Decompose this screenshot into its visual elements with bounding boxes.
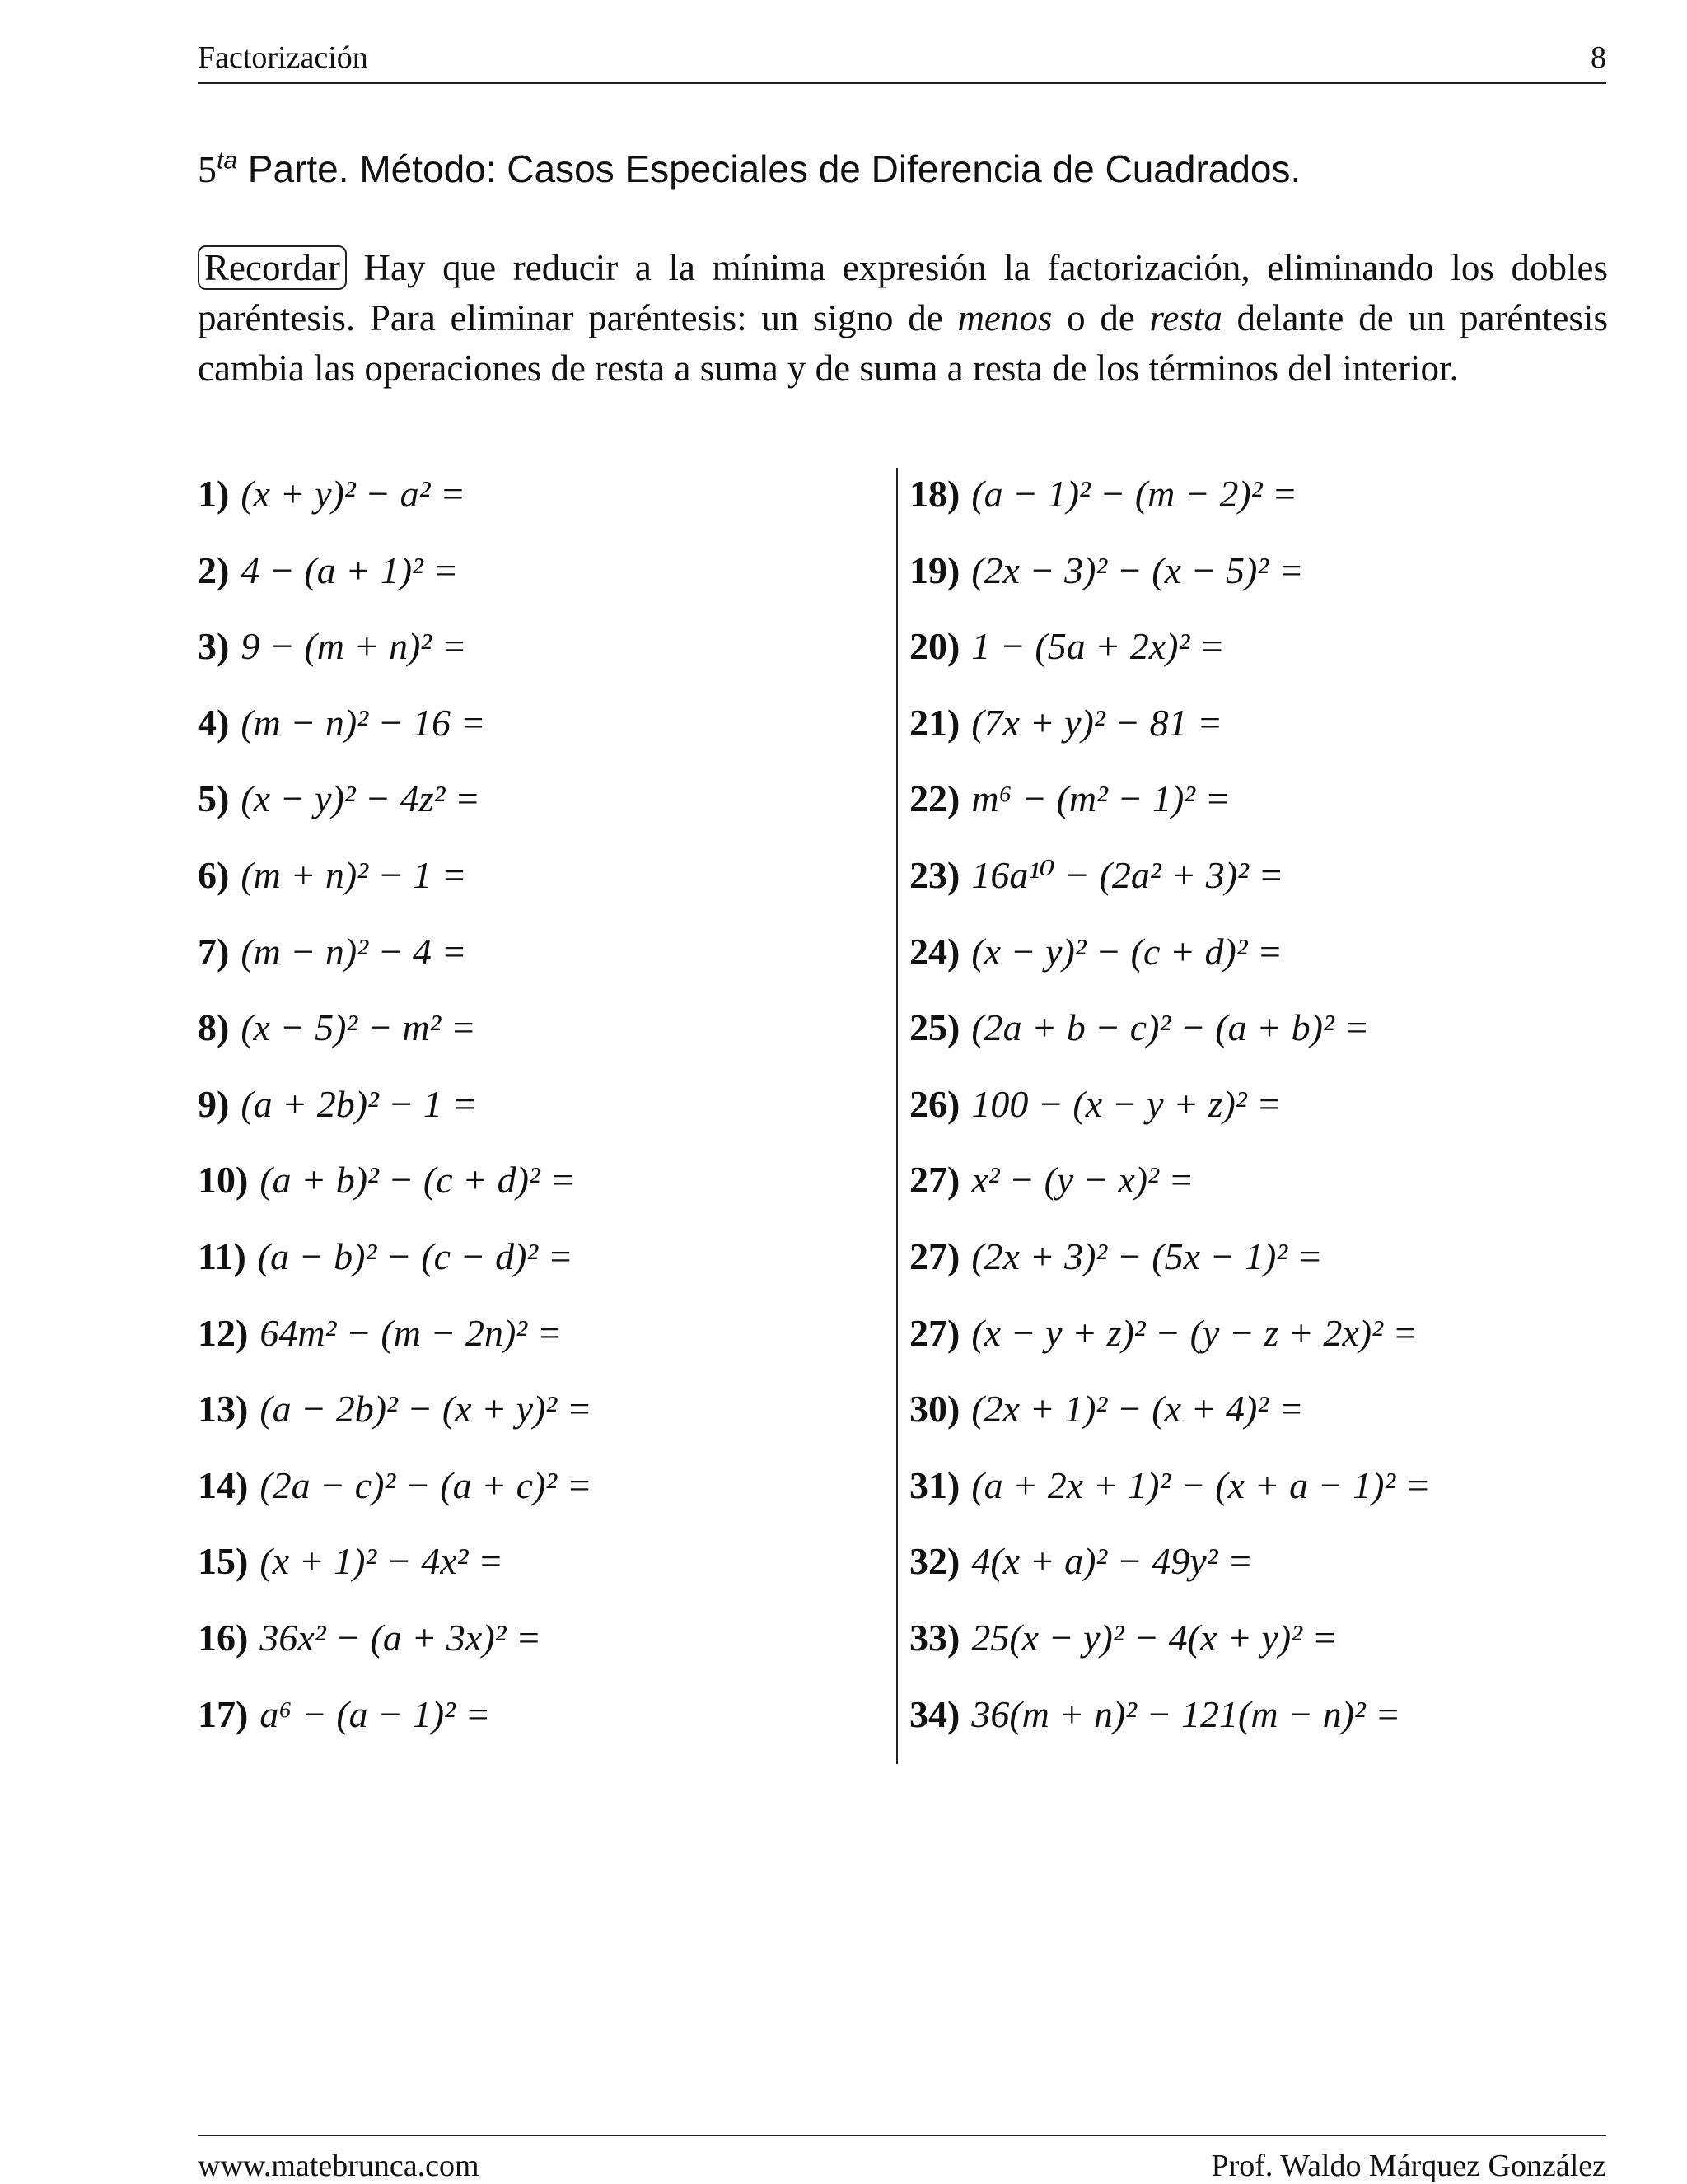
exercise-item (198, 620, 873, 697)
exercise-number: 3) (198, 625, 230, 668)
footer-author: Prof. Waldo Márquez González (1211, 2149, 1606, 2183)
exercise-item (909, 1001, 1651, 1078)
exercise-number: 16) (198, 1616, 249, 1659)
exercise-expression: 4 − (a + 1)² = (241, 548, 459, 591)
exercise-expression: (x − y + z)² − (y − z + 2x)² = (971, 1311, 1418, 1354)
exercise-number: 7) (198, 930, 230, 973)
page-footer (198, 2135, 1606, 2183)
footer-website: www.matebrunca.com (198, 2149, 479, 2183)
exercise-item (909, 1459, 1651, 1536)
exercise-expression: (a − 2b)² − (x + y)² = (259, 1388, 592, 1430)
exercise-number: 4) (198, 701, 230, 744)
exercise-expression: (a + 2x + 1)² − (x + a − 1)² = (971, 1463, 1431, 1506)
exercise-item (198, 697, 873, 773)
exercise-item (909, 926, 1651, 1002)
exercise-expression: (m + n)² − 1 = (241, 853, 467, 896)
exercise-number: 21) (909, 701, 960, 744)
exercise-column-left (198, 468, 873, 1764)
exercise-expression: (a − 1)² − (m − 2)² = (971, 473, 1298, 515)
reminder-label: Recordar (198, 245, 347, 290)
exercise-expression: (a − b)² − (c − d)² = (257, 1234, 573, 1277)
exercise-number: 27) (909, 1311, 960, 1354)
exercise-expression: (x − y)² − 4z² = (241, 777, 480, 820)
exercise-item (909, 544, 1651, 621)
exercise-number: 23) (909, 853, 960, 896)
exercise-item (909, 1688, 1651, 1765)
exercise-number: 15) (198, 1540, 249, 1583)
exercise-item (909, 1535, 1651, 1612)
exercise-number: 32) (909, 1540, 960, 1583)
exercise-number: 26) (909, 1082, 960, 1125)
page-header (198, 35, 1606, 84)
exercise-number: 27) (909, 1159, 960, 1202)
exercise-item (909, 1078, 1651, 1155)
exercise-expression: (a + b)² − (c + d)² = (259, 1159, 576, 1202)
exercise-expression: a⁶ − (a − 1)² = (259, 1692, 491, 1735)
exercise-item (198, 1307, 873, 1384)
exercise-number: 34) (909, 1692, 960, 1735)
exercise-number: 31) (909, 1463, 960, 1506)
exercise-number: 2) (198, 548, 230, 591)
exercise-item (909, 1230, 1651, 1307)
exercise-expression: 100 − (x − y + z)² = (971, 1082, 1283, 1125)
header-title: Factorización (198, 40, 368, 75)
note-emphasis-menos: menos (957, 297, 1053, 338)
exercise-number: 9) (198, 1082, 230, 1125)
note-text-2: o de (1052, 297, 1150, 338)
exercise-number: 6) (198, 853, 230, 896)
exercise-item (909, 620, 1651, 697)
exercise-expression: m⁶ − (m² − 1)² = (971, 777, 1231, 820)
exercise-number: 5) (198, 777, 230, 820)
exercise-item (909, 1383, 1651, 1459)
exercise-expression: (x + y)² − a² = (241, 473, 466, 515)
exercise-column-right (896, 468, 1651, 1764)
exercise-expression: 25(x − y)² − 4(x + y)² = (971, 1616, 1338, 1659)
exercise-number: 18) (909, 473, 960, 515)
exercise-number: 33) (909, 1616, 960, 1659)
exercise-number: 24) (909, 930, 960, 973)
exercise-item (909, 697, 1651, 773)
exercise-expression: (2a − c)² − (a + c)² = (259, 1463, 592, 1506)
exercise-item (198, 926, 873, 1002)
exercise-number: 27) (909, 1234, 960, 1277)
exercise-item (198, 1154, 873, 1230)
note-text-3: delante de un paréntesis cambia las operaciones de resta a suma y de suma a resta de los términos del interior. (198, 297, 1608, 389)
exercise-item (198, 1230, 873, 1307)
exercise-expression: (2x − 3)² − (x − 5)² = (971, 548, 1304, 591)
exercise-expression: (m − n)² − 16 = (241, 701, 486, 744)
exercise-number: 1) (198, 473, 230, 515)
exercise-number: 22) (909, 777, 960, 820)
note-text-1: Hay que reducir a la mínima expresión la factorización, eliminando los dobles paréntesis. Para eliminar paréntesis: un signo de (198, 247, 1608, 338)
exercise-item (198, 849, 873, 926)
exercise-number: 10) (198, 1159, 249, 1202)
section-ordinal: 5 (198, 148, 217, 190)
exercise-expression: 36x² − (a + 3x)² = (259, 1616, 542, 1659)
exercise-number: 14) (198, 1463, 249, 1506)
exercise-expression: 64m² − (m − 2n)² = (259, 1311, 563, 1354)
exercise-number: 19) (909, 548, 960, 591)
note-emphasis-resta: resta (1149, 297, 1222, 338)
exercise-number: 12) (198, 1311, 249, 1354)
exercise-number: 30) (909, 1388, 960, 1430)
exercise-item (198, 772, 873, 849)
exercise-item (198, 1001, 873, 1078)
exercise-expression: 36(m + n)² − 121(m − n)² = (971, 1692, 1401, 1735)
exercise-number: 20) (909, 625, 960, 668)
exercise-expression: (2x + 1)² − (x + 4)² = (971, 1388, 1304, 1430)
exercise-expression: x² − (y − x)² = (971, 1159, 1194, 1202)
exercise-item (198, 1688, 873, 1765)
reminder-note (198, 243, 1608, 394)
exercise-expression: 1 − (5a + 2x)² = (971, 625, 1225, 668)
exercise-item (909, 1154, 1651, 1230)
exercise-expression: 16a¹⁰ − (2a² + 3)² = (971, 853, 1284, 896)
exercise-item (198, 1078, 873, 1155)
section-ordinal-sup: ta (217, 147, 238, 175)
exercise-expression: 9 − (m + n)² = (241, 625, 467, 668)
exercise-expression: (2a + b − c)² − (a + b)² = (971, 1006, 1370, 1049)
exercise-expression: (x − 5)² − m² = (241, 1006, 476, 1049)
exercise-number: 11) (198, 1234, 246, 1277)
exercise-expression: (x + 1)² − 4x² = (259, 1540, 504, 1583)
exercise-item (198, 468, 873, 544)
exercise-expression: (m − n)² − 4 = (241, 930, 467, 973)
exercise-number: 13) (198, 1388, 249, 1430)
exercise-item (198, 1459, 873, 1536)
exercise-item (909, 1612, 1651, 1688)
exercise-expression: (2x + 3)² − (5x − 1)² = (971, 1234, 1323, 1277)
exercise-number: 17) (198, 1692, 249, 1735)
exercise-item (909, 772, 1651, 849)
exercise-item (198, 1535, 873, 1612)
exercise-expression: (x − y)² − (c + d)² = (971, 930, 1283, 973)
exercise-expression: 4(x + a)² − 49y² = (971, 1540, 1254, 1583)
exercise-item (909, 468, 1651, 544)
exercise-number: 8) (198, 1006, 230, 1049)
exercise-expression: (7x + y)² − 81 = (971, 701, 1223, 744)
exercise-item (198, 544, 873, 621)
exercise-item (198, 1612, 873, 1688)
section-title (198, 147, 1301, 191)
section-title-text: Parte. Método: Casos Especiales de Diferencia de Cuadrados. (237, 147, 1301, 190)
exercise-item (198, 1383, 873, 1459)
page-number: 8 (1591, 40, 1606, 75)
exercise-item (909, 1307, 1651, 1384)
exercise-number: 25) (909, 1006, 960, 1049)
exercise-item (909, 849, 1651, 926)
exercise-expression: (a + 2b)² − 1 = (241, 1082, 478, 1125)
